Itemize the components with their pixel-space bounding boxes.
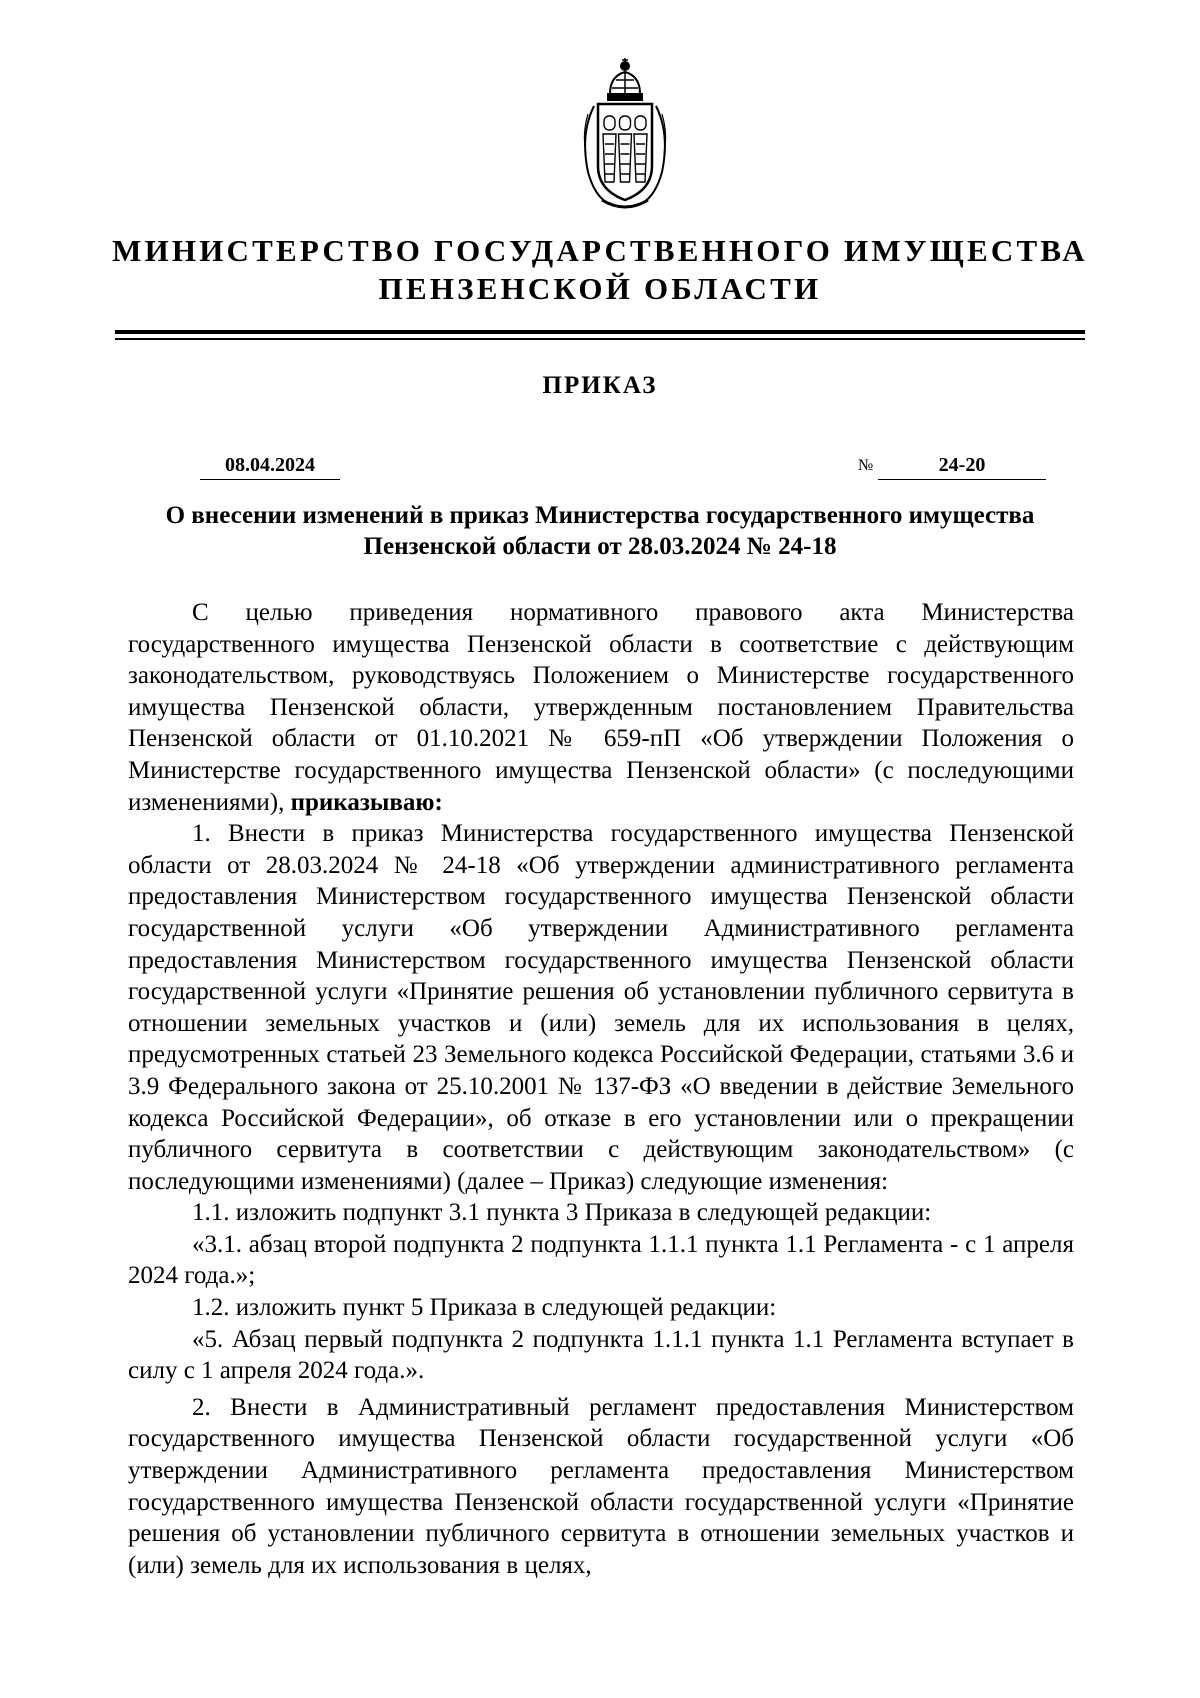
order-word: приказываю: [290,788,443,816]
paragraph-1-2-text: «5. Абзац первый подпункта 2 подпункта 1.1.1 пункта 1.1 Регламента вступает в силу с 1 апреля 2024 года.». [128,1325,1074,1385]
paragraph-1: 1. Внести в приказ Министерства государственного имущества Пензенской области от 28.03.2024 № 24-18 «Об утверждении административного регламента предоставления Министерством государственного имущества Пензенской области государственной услуги «Об утверждении Административного регламента предоставления Министерством государственного имущества Пензенской области государственной услуги «Принятие решения об установлении публичного сервитута в отношении земельных участков и (или) земель для их использования в целях, предусмотренных статьей 23 Земельного кодекса Российской Федерации, статьями 3.6 и 3.9 Федерального закона от 25.10.2001 № 137-ФЗ «О введении в действие Земельного кодекса Российской Федерации», об отказе в его установлении или о прекращении публичного сервитута в соответствии с действующим законодательством» (с последующими изменениями) (далее – Приказ) следующие изменения: [128,820,1074,1195]
header-divider-thick [115,330,1085,334]
document-subject [105,500,1095,562]
document-subject-line1: О внесении изменений в приказ Министерства государственного имущества [165,502,1035,529]
document-date: 08.04.2024 [200,452,340,480]
document-type-title: ПРИКАЗ [542,372,658,399]
paragraph-1-2: 1.2. изложить пункт 5 Приказа в следующей редакции: [192,1294,777,1322]
ministry-name-line2: ПЕНЗЕНСКОЙ ОБЛАСТИ [378,271,822,306]
preamble-paragraph [128,597,1074,818]
preamble-text: С целью приведения нормативного правового акта Министерства государственного имущества Пензенской области в соответствие с действующим законодательством, руководствуясь Положением о Министерстве государственного имущества Пензенской области, утвержденным постановлением Правительства Пензенской области от 01.10.2021 № 659-пП «Об утверждении Положения о Министерстве государственного имущества Пензенской области» (с последующими изменениями), [128,599,1074,816]
document-number: 24-20 [878,452,1046,480]
ministry-name-line1: МИНИСТЕРСТВО ГОСУДАРСТВЕННОГО ИМУЩЕСТВА [112,233,1088,268]
paragraph-2: 2. Внести в Административный регламент предоставления Министерством государственного имущества Пензенской области государственной услуги «Об утверждении Административного регламента предоставления Министерством государственного имущества Пензенской области государственной услуги «Принятие решения об установлении публичного сервитута в отношении земельных участков и (или) земель для их использования в целях, [128,1393,1074,1579]
document-body [128,597,1074,1581]
paragraph-1-1: 1.1. изложить подпункт 3.1 пункта 3 Приказа в следующей редакции: [192,1199,932,1227]
document-number-label: № [858,457,874,474]
document-subject-line2: Пензенской области от 28.03.2024 № 24-18 [363,533,837,560]
penza-region-coat-of-arms-icon [572,54,678,214]
header-divider-thin [115,338,1085,340]
paragraph-1-1-text: «3.1. абзац второй подпункта 2 подпункта 1.1.1 пункта 1.1 Регламента - с 1 апреля 2024 года.»; [128,1230,1074,1290]
